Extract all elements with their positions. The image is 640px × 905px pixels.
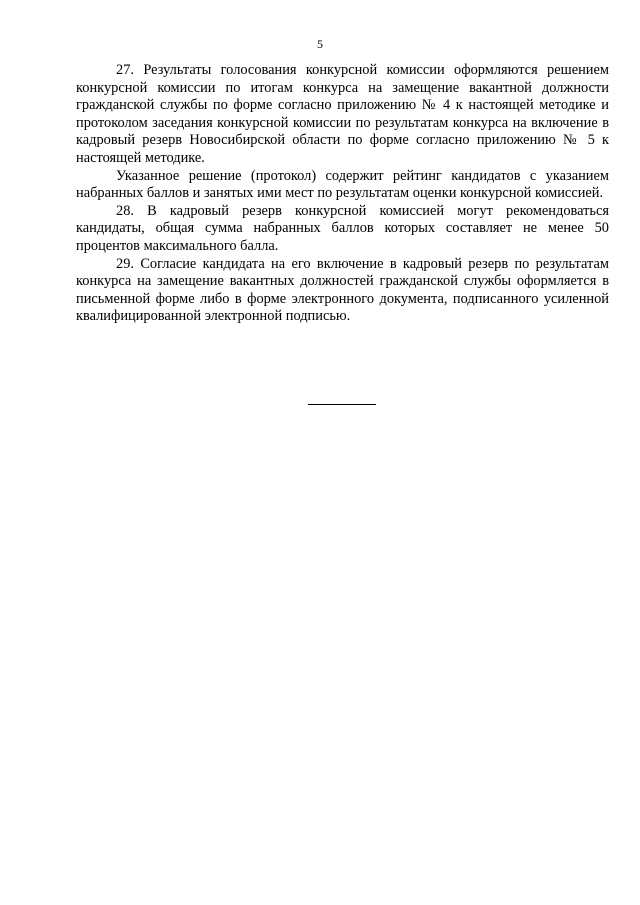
paragraph-decision-protocol: Указанное решение (протокол) содержит рейтинг кандидатов с указанием набранных баллов и занятых ими мест по результатам оценки конкурсной комиссией. <box>76 167 609 202</box>
paragraph-27: 27. Результаты голосования конкурсной комиссии оформляются решением конкурсной комиссии по итогам конкурса на замещение вакантной должности гражданской службы по форме согласно приложению № 4 к настоящей методике и протоколом заседания конкурсной комиссии по результатам конкурса на включение в кадровый резерв Новосибирской области по форме согласно приложению № 5 к настоящей методике. <box>76 62 609 166</box>
page-number: 5 <box>317 37 323 51</box>
paragraph-29: 29. Согласие кандидата на его включение в кадровый резерв по результатам конкурса на замещение вакантных должностей гражданской службы оформляется в письменной форме либо в форме электронного документа, подписанного усиленной квалифицированной электронной подписью. <box>76 255 609 325</box>
paragraph-28: 28. В кадровый резерв конкурсной комиссией могут рекомендоваться кандидаты, общая сумма набранных баллов которых составляет не менее 50 процентов максимального балла. <box>76 202 609 254</box>
document-body <box>76 62 609 326</box>
end-divider <box>308 404 376 405</box>
